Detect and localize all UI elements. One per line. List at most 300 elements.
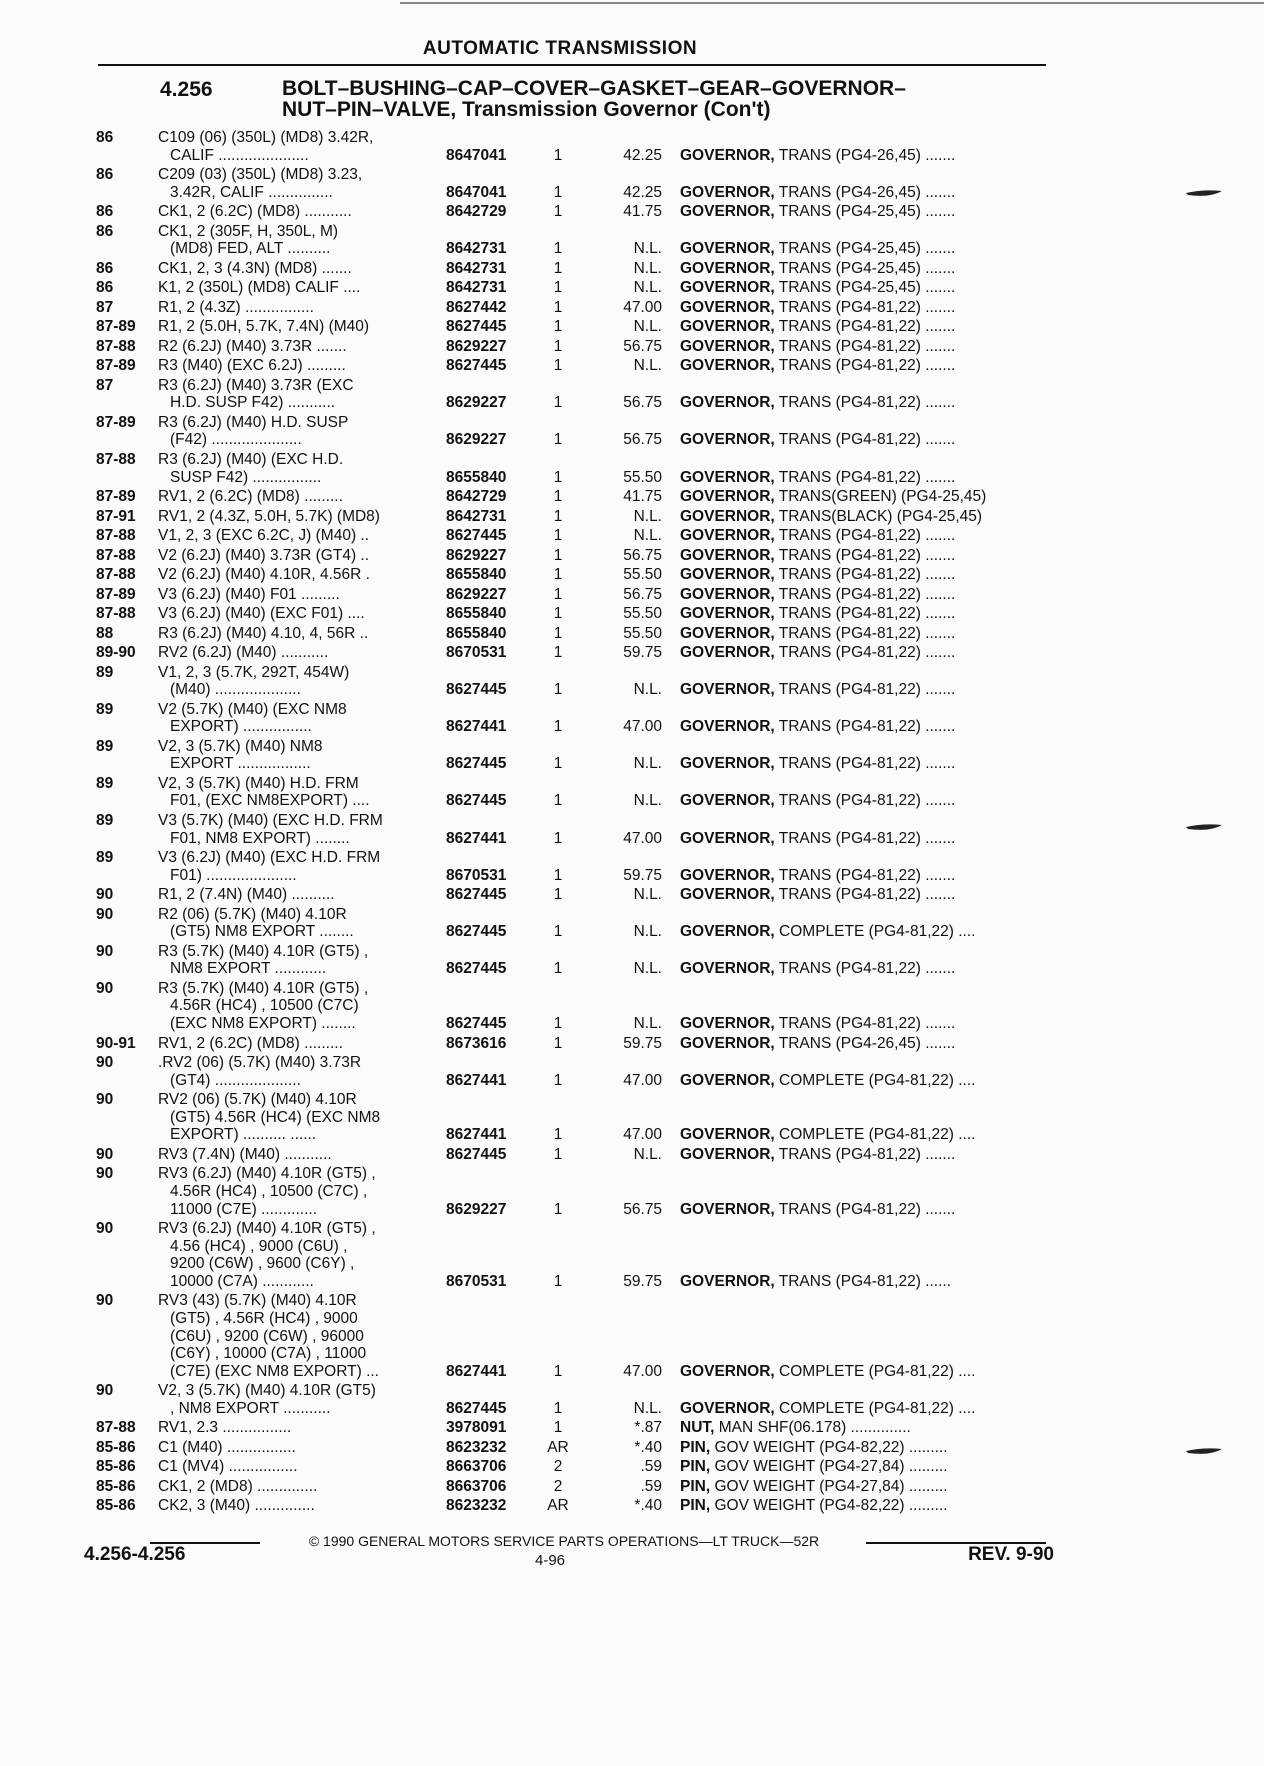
part-name-bold: GOVERNOR, bbox=[680, 183, 775, 201]
part-name bbox=[680, 469, 1044, 487]
part-number: 8629227 bbox=[446, 546, 507, 564]
application-description bbox=[158, 886, 428, 904]
description-line: 10000 (C7A) ............ bbox=[170, 1272, 314, 1290]
description-line: RV1, 2 (6.2C) (MD8) ......... bbox=[158, 488, 343, 506]
description-line: RV1, 2 (6.2C) (MD8) ......... bbox=[158, 1034, 343, 1052]
model-year: 89 bbox=[96, 812, 114, 829]
quantity: 1 bbox=[553, 394, 563, 412]
part-name-bold: GOVERNOR, bbox=[680, 1399, 775, 1417]
model-year: 87-89 bbox=[96, 585, 136, 603]
application-description bbox=[158, 1054, 428, 1089]
part-name-bold: GOVERNOR, bbox=[680, 507, 775, 525]
quantity: 1 bbox=[553, 1200, 563, 1218]
description-line: R2 (06) (5.7K) (M40) 4.10R bbox=[158, 905, 347, 923]
description-line: (GT5) , 4.56R (HC4) , 9000 bbox=[170, 1309, 358, 1327]
part-name-bold: GOVERNOR, bbox=[680, 1272, 775, 1290]
top-scan-line bbox=[400, 2, 1264, 4]
description-line: 4.56 (HC4) , 9000 (C6U) , bbox=[170, 1237, 348, 1255]
application-description bbox=[158, 488, 428, 506]
model-year: 86 bbox=[96, 166, 114, 184]
part-number: 8627441 bbox=[446, 1126, 507, 1144]
description-line: R3 (5.7K) (M40) 4.10R (GT5) , bbox=[158, 979, 369, 997]
part-number: 8642731 bbox=[446, 279, 507, 297]
description-line: (C6U) , 9200 (C6W) , 96000 bbox=[170, 1327, 364, 1345]
part-name-bold: GOVERNOR, bbox=[680, 886, 775, 904]
model-year: 90 bbox=[96, 905, 114, 923]
application-description bbox=[158, 451, 428, 486]
quantity: 1 bbox=[553, 644, 563, 662]
quantity: 1 bbox=[553, 1034, 563, 1052]
description-line: CK1, 2 (305F, H, 350L, M) bbox=[158, 222, 339, 240]
footer-section-range: 4.256-4.256 bbox=[84, 1544, 186, 1565]
price: N.L. bbox=[633, 318, 662, 336]
description-line: 11000 (C7E) ............. bbox=[170, 1200, 318, 1218]
part-name-bold: GOVERNOR, bbox=[680, 468, 775, 486]
price: 56.75 bbox=[623, 431, 662, 449]
price: 55.50 bbox=[623, 566, 662, 584]
quantity: 1 bbox=[553, 718, 563, 736]
part-detail: TRANS (PG4-81,22) ....... bbox=[774, 886, 956, 904]
part-detail: TRANS (PG4-25,45) ....... bbox=[774, 203, 956, 221]
part-name bbox=[680, 1400, 1044, 1418]
price: N.L. bbox=[633, 960, 662, 978]
description-line: EXPORT) ................ bbox=[170, 718, 312, 736]
price: N.L. bbox=[633, 1399, 662, 1417]
part-detail: TRANS (PG4-81,22) ....... bbox=[774, 318, 956, 336]
model-year: 87 bbox=[96, 376, 114, 394]
quantity: 1 bbox=[553, 259, 563, 277]
application-description bbox=[158, 1497, 428, 1515]
model-year: 86 bbox=[96, 222, 114, 240]
description-line: V2, 3 (5.7K) (M40) 4.10R (GT5) bbox=[158, 1382, 376, 1400]
part-name bbox=[680, 886, 1044, 904]
application-description bbox=[158, 299, 428, 317]
description-line: 9200 (C6W) , 9600 (C6Y) , bbox=[170, 1255, 355, 1273]
part-name-bold: GOVERNOR, bbox=[680, 259, 775, 277]
price: 47.00 bbox=[623, 298, 662, 316]
price: 42.25 bbox=[623, 183, 662, 201]
part-number: 8627441 bbox=[446, 1071, 507, 1089]
part-name bbox=[680, 681, 1044, 699]
description-line: V1, 2, 3 (5.7K, 292T, 454W) bbox=[158, 663, 350, 681]
quantity: 1 bbox=[553, 279, 563, 297]
part-name-bold: GOVERNOR, bbox=[680, 527, 775, 545]
part-name-bold: GOVERNOR, bbox=[680, 923, 775, 941]
price: .59 bbox=[640, 1477, 662, 1495]
part-detail: TRANS (PG4-81,22) ....... bbox=[774, 866, 956, 884]
description-line: C109 (06) (350L) (MD8) 3.42R, bbox=[158, 129, 374, 146]
description-line: 4.56R (HC4) , 10500 (C7C) , bbox=[170, 1182, 368, 1200]
quantity: 1 bbox=[553, 566, 563, 584]
part-number: 8627445 bbox=[446, 357, 507, 375]
description-line: SUSP F42) ................ bbox=[170, 468, 322, 486]
model-year: 87-88 bbox=[96, 546, 136, 564]
part-name-bold: GOVERNOR, bbox=[680, 357, 775, 375]
quantity: 1 bbox=[553, 1126, 563, 1144]
application-description bbox=[158, 1439, 428, 1457]
model-year: 87-88 bbox=[96, 527, 136, 545]
part-detail: TRANS (PG4-81,22) ....... bbox=[774, 624, 956, 642]
part-number: 8629227 bbox=[446, 394, 507, 412]
part-name bbox=[680, 960, 1044, 978]
part-detail: TRANS(GREEN) (PG4-25,45) bbox=[774, 488, 987, 506]
description-line: H.D. SUSP F42) ........... bbox=[170, 394, 336, 412]
quantity: 1 bbox=[553, 318, 563, 336]
part-name bbox=[680, 318, 1044, 336]
part-detail: TRANS (PG4-81,22) ...... bbox=[774, 1272, 952, 1290]
part-detail: TRANS (PG4-81,22) ....... bbox=[774, 468, 956, 486]
application-description bbox=[158, 775, 428, 810]
quantity: 1 bbox=[553, 146, 563, 164]
part-number: 8627441 bbox=[446, 829, 507, 847]
part-detail: COMPLETE (PG4-81,22) .... bbox=[774, 1071, 976, 1089]
application-description bbox=[158, 586, 428, 604]
description-line: RV3 (6.2J) (M40) 4.10R (GT5) , bbox=[158, 1165, 376, 1183]
model-year: 87-88 bbox=[96, 451, 136, 468]
description-line: K1, 2 (350L) (MD8) CALIF .... bbox=[158, 279, 361, 297]
part-detail: TRANS (PG4-25,45) ....... bbox=[774, 279, 956, 297]
part-number: 8623232 bbox=[446, 1497, 507, 1515]
part-detail: MAN SHF(06.178) .............. bbox=[714, 1419, 911, 1437]
description-line: (EXC NM8 EXPORT) ........ bbox=[170, 1015, 356, 1033]
part-number: 8647041 bbox=[446, 183, 507, 201]
model-year: 86 bbox=[96, 129, 114, 146]
model-year: 87-91 bbox=[96, 507, 136, 525]
part-detail: TRANS(BLACK) (PG4-25,45) bbox=[774, 507, 983, 525]
part-number: 8629227 bbox=[446, 1200, 507, 1218]
part-name-bold: GOVERNOR, bbox=[680, 755, 775, 773]
price: N.L. bbox=[633, 1145, 662, 1163]
part-name bbox=[680, 586, 1044, 604]
part-number: 8627445 bbox=[446, 318, 507, 336]
description-line: EXPORT) .......... ...... bbox=[170, 1126, 317, 1144]
quantity: 1 bbox=[553, 681, 563, 699]
price: 55.50 bbox=[623, 468, 662, 486]
part-name-bold: GOVERNOR, bbox=[680, 624, 775, 642]
application-description bbox=[158, 166, 428, 201]
price: 47.00 bbox=[623, 1362, 662, 1380]
part-name bbox=[680, 755, 1044, 773]
description-line: RV1, 2 (4.3Z, 5.0H, 5.7K) (MD8) bbox=[158, 507, 380, 525]
model-year: 86 bbox=[96, 279, 114, 297]
part-name-bold: GOVERNOR, bbox=[680, 866, 775, 884]
part-name-bold: GOVERNOR, bbox=[680, 1126, 775, 1144]
part-name bbox=[680, 1015, 1044, 1033]
price: 56.75 bbox=[623, 585, 662, 603]
part-detail: TRANS (PG4-25,45) ....... bbox=[774, 259, 956, 277]
part-detail: TRANS (PG4-26,45) ....... bbox=[774, 146, 956, 164]
application-description bbox=[158, 664, 428, 699]
part-detail: TRANS (PG4-81,22) ....... bbox=[774, 585, 956, 603]
part-name-bold: PIN, bbox=[680, 1477, 711, 1495]
part-name-bold: GOVERNOR, bbox=[680, 203, 775, 221]
application-description bbox=[158, 1458, 428, 1476]
part-number: 8627445 bbox=[446, 960, 507, 978]
part-number: 8642729 bbox=[446, 488, 507, 506]
price: N.L. bbox=[633, 527, 662, 545]
description-line: V2, 3 (5.7K) (M40) NM8 bbox=[158, 737, 323, 755]
part-name-bold: GOVERNOR, bbox=[680, 1034, 775, 1052]
application-description bbox=[158, 129, 428, 164]
part-number: 8627445 bbox=[446, 755, 507, 773]
hole-punch-mark bbox=[1184, 820, 1224, 830]
application-description bbox=[158, 738, 428, 773]
model-year: 87-89 bbox=[96, 318, 136, 336]
part-detail: TRANS (PG4-81,22) ....... bbox=[774, 829, 956, 847]
part-detail: GOV WEIGHT (PG4-82,22) ......... bbox=[710, 1438, 948, 1456]
application-description bbox=[158, 414, 428, 449]
description-line: F01, (EXC NM8EXPORT) .... bbox=[170, 792, 370, 810]
model-year: 89 bbox=[96, 700, 114, 718]
part-number: 8642729 bbox=[446, 203, 507, 221]
model-year: 85-86 bbox=[96, 1477, 136, 1495]
application-description bbox=[158, 508, 428, 526]
model-year: 87-88 bbox=[96, 337, 136, 355]
part-name bbox=[680, 923, 1044, 941]
part-name bbox=[680, 1363, 1044, 1381]
quantity: 1 bbox=[553, 1071, 563, 1089]
part-name bbox=[680, 488, 1044, 506]
part-name bbox=[680, 1419, 1044, 1437]
footer-revision: REV. 9-90 bbox=[968, 1544, 1054, 1565]
description-line: V2 (6.2J) (M40) 4.10R, 4.56R . bbox=[158, 566, 370, 584]
quantity: 1 bbox=[553, 203, 563, 221]
part-name bbox=[680, 625, 1044, 643]
part-name-bold: GOVERNOR, bbox=[680, 566, 775, 584]
application-description bbox=[158, 625, 428, 643]
price: 56.75 bbox=[623, 546, 662, 564]
description-line: V2 (5.7K) (M40) (EXC NM8 bbox=[158, 700, 347, 718]
part-number: 8629227 bbox=[446, 337, 507, 355]
quantity: AR bbox=[547, 1438, 569, 1456]
part-name-bold: NUT, bbox=[680, 1419, 715, 1437]
quantity: 2 bbox=[553, 1458, 563, 1476]
description-line: , NM8 EXPORT ........... bbox=[170, 1399, 331, 1417]
description-line: (M40) .................... bbox=[170, 681, 301, 699]
application-description bbox=[158, 1146, 428, 1164]
page-header-title: AUTOMATIC TRANSMISSION bbox=[422, 38, 698, 59]
part-name-bold: GOVERNOR, bbox=[680, 279, 775, 297]
description-line: R3 (6.2J) (M40) 3.73R (EXC bbox=[158, 376, 354, 394]
part-name-bold: GOVERNOR, bbox=[680, 792, 775, 810]
part-number: 8642731 bbox=[446, 259, 507, 277]
price: 47.00 bbox=[623, 1071, 662, 1089]
part-name bbox=[680, 547, 1044, 565]
model-year: 90 bbox=[96, 1382, 114, 1400]
part-name bbox=[680, 1439, 1044, 1457]
part-detail: COMPLETE (PG4-81,22) .... bbox=[774, 923, 976, 941]
quantity: 1 bbox=[553, 527, 563, 545]
description-line: RV2 (6.2J) (M40) ........... bbox=[158, 644, 329, 662]
part-detail: TRANS (PG4-81,22) ....... bbox=[774, 605, 956, 623]
part-number: 8627445 bbox=[446, 527, 507, 545]
description-line: CALIF ..................... bbox=[170, 146, 309, 164]
price: 55.50 bbox=[623, 605, 662, 623]
description-line: NM8 EXPORT ............ bbox=[170, 960, 327, 978]
description-line: R3 (5.7K) (M40) 4.10R (GT5) , bbox=[158, 942, 369, 960]
model-year: 90 bbox=[96, 979, 114, 997]
part-number: 8627445 bbox=[446, 681, 507, 699]
part-name bbox=[680, 867, 1044, 885]
part-number: 8627445 bbox=[446, 1399, 507, 1417]
application-description bbox=[158, 943, 428, 978]
model-year: 87-89 bbox=[96, 413, 136, 431]
part-number: 8629227 bbox=[446, 431, 507, 449]
quantity: 1 bbox=[553, 240, 563, 258]
part-name bbox=[680, 203, 1044, 221]
description-line: RV3 (6.2J) (M40) 4.10R (GT5) , bbox=[158, 1220, 376, 1238]
model-year: 89 bbox=[96, 663, 114, 681]
description-line: V1, 2, 3 (EXC 6.2C, J) (M40) .. bbox=[158, 527, 370, 545]
part-name bbox=[680, 1072, 1044, 1090]
part-detail: TRANS (PG4-26,45) ....... bbox=[774, 183, 956, 201]
header-rule bbox=[98, 64, 1046, 66]
application-description bbox=[158, 279, 428, 297]
quantity: 1 bbox=[553, 468, 563, 486]
part-name-bold: PIN, bbox=[680, 1497, 711, 1515]
description-line: R3 (6.2J) (M40) 4.10, 4, 56R .. bbox=[158, 624, 369, 642]
part-name-bold: GOVERNOR, bbox=[680, 431, 775, 449]
application-description bbox=[158, 547, 428, 565]
application-description bbox=[158, 701, 428, 736]
part-name-bold: GOVERNOR, bbox=[680, 298, 775, 316]
part-detail: GOV WEIGHT (PG4-82,22) ......... bbox=[710, 1497, 948, 1515]
application-description bbox=[158, 1220, 428, 1290]
part-name bbox=[680, 279, 1044, 297]
model-year: 90 bbox=[96, 1165, 114, 1183]
model-year: 86 bbox=[96, 203, 114, 221]
part-name bbox=[680, 1458, 1044, 1476]
part-name-bold: GOVERNOR, bbox=[680, 718, 775, 736]
application-description bbox=[158, 906, 428, 941]
application-description bbox=[158, 527, 428, 545]
model-year: 85-86 bbox=[96, 1458, 136, 1476]
part-name-bold: GOVERNOR, bbox=[680, 146, 775, 164]
model-year: 85-86 bbox=[96, 1438, 136, 1456]
description-line: (F42) ..................... bbox=[170, 431, 302, 449]
model-year: 89 bbox=[96, 774, 114, 792]
quantity: 1 bbox=[553, 1399, 563, 1417]
description-line: (C6Y) , 10000 (C7A) , 11000 bbox=[170, 1345, 367, 1363]
quantity: 1 bbox=[553, 960, 563, 978]
part-detail: TRANS (PG4-81,22) ....... bbox=[774, 960, 956, 978]
model-year: 88 bbox=[96, 624, 114, 642]
application-description bbox=[158, 1091, 428, 1144]
price: 41.75 bbox=[623, 203, 662, 221]
part-number: 8627445 bbox=[446, 923, 507, 941]
hole-punch-mark bbox=[1184, 1444, 1224, 1454]
price: N.L. bbox=[633, 923, 662, 941]
part-name-bold: GOVERNOR, bbox=[680, 318, 775, 336]
price: 56.75 bbox=[623, 337, 662, 355]
description-line: CK2, 3 (M40) .............. bbox=[158, 1497, 315, 1515]
quantity: 1 bbox=[553, 1362, 563, 1380]
description-line: V3 (6.2J) (M40) (EXC F01) .... bbox=[158, 605, 365, 623]
part-name bbox=[680, 240, 1044, 258]
application-description bbox=[158, 1478, 428, 1496]
model-year: 87-89 bbox=[96, 357, 136, 375]
hole-punch-mark bbox=[1184, 186, 1224, 196]
model-year: 90 bbox=[96, 1054, 114, 1072]
part-detail: COMPLETE (PG4-81,22) .... bbox=[774, 1362, 976, 1380]
part-name bbox=[680, 1201, 1044, 1219]
quantity: 2 bbox=[553, 1477, 563, 1495]
part-detail: TRANS (PG4-81,22) ....... bbox=[774, 644, 956, 662]
application-description bbox=[158, 605, 428, 623]
part-name-bold: GOVERNOR, bbox=[680, 585, 775, 603]
application-description bbox=[158, 223, 428, 258]
part-detail: TRANS (PG4-81,22) ....... bbox=[774, 394, 956, 412]
description-line: F01) ..................... bbox=[170, 866, 297, 884]
price: 47.00 bbox=[623, 718, 662, 736]
part-name-bold: GOVERNOR, bbox=[680, 829, 775, 847]
model-year: 85-86 bbox=[96, 1497, 136, 1515]
part-name bbox=[680, 1035, 1044, 1053]
part-number: 8647041 bbox=[446, 146, 507, 164]
quantity: 1 bbox=[553, 431, 563, 449]
model-year: 87-88 bbox=[96, 566, 136, 584]
part-name bbox=[680, 605, 1044, 623]
part-name-bold: GOVERNOR, bbox=[680, 960, 775, 978]
part-detail: TRANS (PG4-25,45) ....... bbox=[774, 240, 956, 258]
part-name bbox=[680, 1497, 1044, 1515]
part-name bbox=[680, 644, 1044, 662]
price: N.L. bbox=[633, 259, 662, 277]
part-number: 8627441 bbox=[446, 1362, 507, 1380]
part-number: 8655840 bbox=[446, 605, 507, 623]
application-description bbox=[158, 980, 428, 1033]
part-name-bold: GOVERNOR, bbox=[680, 1015, 775, 1033]
quantity: 1 bbox=[553, 488, 563, 506]
footer-copyright: © 1990 GENERAL MOTORS SERVICE PARTS OPERATIONS—LT TRUCK—52R bbox=[308, 1533, 820, 1549]
quantity: 1 bbox=[553, 183, 563, 201]
part-detail: TRANS (PG4-81,22) ....... bbox=[774, 527, 956, 545]
description-line: (GT5) 4.56R (HC4) (EXC NM8 bbox=[170, 1108, 381, 1126]
section-title bbox=[282, 78, 1042, 120]
model-year: 90 bbox=[96, 1145, 114, 1163]
description-line: C1 (M40) ................ bbox=[158, 1438, 296, 1456]
description-line: R3 (6.2J) (M40) H.D. SUSP bbox=[158, 413, 349, 431]
quantity: 1 bbox=[553, 585, 563, 603]
model-year: 90 bbox=[96, 886, 114, 904]
part-detail: TRANS (PG4-81,22) ....... bbox=[774, 546, 956, 564]
quantity: 1 bbox=[553, 792, 563, 810]
part-name-bold: GOVERNOR, bbox=[680, 1362, 775, 1380]
part-name bbox=[680, 830, 1044, 848]
part-name-bold: GOVERNOR, bbox=[680, 1145, 775, 1163]
part-name-bold: GOVERNOR, bbox=[680, 644, 775, 662]
description-line: R2 (6.2J) (M40) 3.73R ....... bbox=[158, 337, 347, 355]
application-description bbox=[158, 566, 428, 584]
price: 59.75 bbox=[623, 644, 662, 662]
quantity: 1 bbox=[553, 1015, 563, 1033]
part-number: 8670531 bbox=[446, 644, 507, 662]
price: N.L. bbox=[633, 1015, 662, 1033]
part-number: 3978091 bbox=[446, 1419, 507, 1437]
model-year: 87-88 bbox=[96, 1419, 136, 1437]
application-description bbox=[158, 1165, 428, 1218]
model-year: 90 bbox=[96, 942, 114, 960]
part-name bbox=[680, 718, 1044, 736]
price: 59.75 bbox=[623, 1272, 662, 1290]
description-line: R3 (6.2J) (M40) (EXC H.D. bbox=[158, 451, 344, 468]
part-detail: TRANS (PG4-81,22) ....... bbox=[774, 337, 956, 355]
part-name-bold: GOVERNOR, bbox=[680, 681, 775, 699]
part-name bbox=[680, 338, 1044, 356]
part-detail: TRANS (PG4-81,22) ....... bbox=[774, 681, 956, 699]
part-name bbox=[680, 508, 1044, 526]
part-name bbox=[680, 1273, 1044, 1291]
